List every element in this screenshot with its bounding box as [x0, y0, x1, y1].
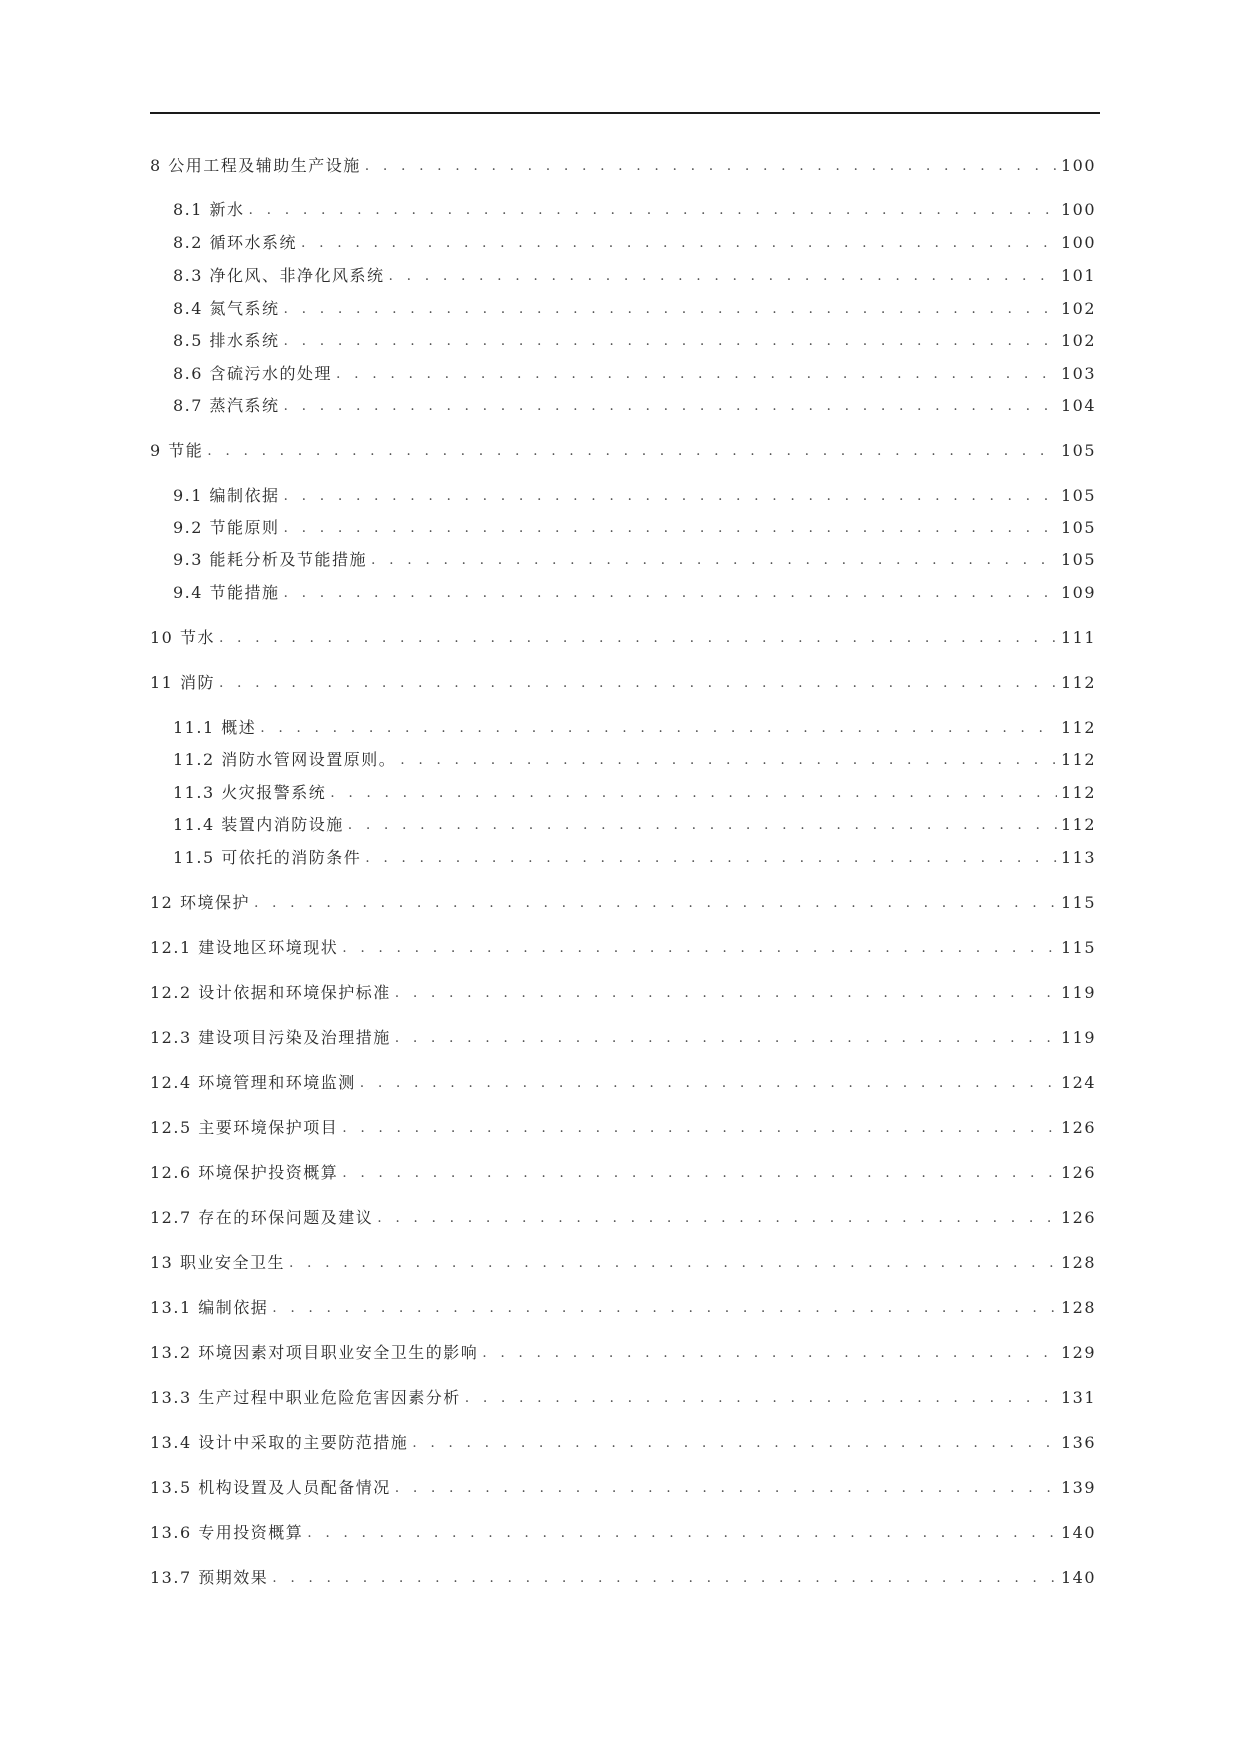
toc-leader-dots	[336, 364, 1057, 384]
toc-entry-title: 13.3 生产过程中职业危险危害因素分析	[150, 1388, 461, 1407]
toc-leader-dots	[412, 1433, 1057, 1453]
toc-entry[interactable]	[173, 482, 1096, 506]
toc-entry-page: 113	[1060, 848, 1096, 867]
toc-leader-dots	[284, 331, 1057, 351]
toc-entry-title: 13 职业安全卫生	[150, 1253, 285, 1272]
toc-entry-title: 13.1 编制依据	[150, 1298, 269, 1317]
toc-entry-page: 101	[1060, 266, 1096, 285]
toc-leader-dots	[207, 441, 1057, 461]
toc-leader-dots	[365, 848, 1057, 868]
toc-entry-page: 102	[1060, 299, 1096, 318]
toc-entry-page: 105	[1060, 441, 1096, 460]
toc-entry-title: 9.2 节能原则	[173, 518, 280, 537]
toc-entry-page: 112	[1060, 815, 1096, 834]
toc-leader-dots	[260, 718, 1057, 738]
toc-leader-dots	[482, 1343, 1057, 1363]
toc-leader-dots	[254, 893, 1057, 913]
toc-entry-title: 8.6 含硫污水的处理	[173, 364, 333, 383]
toc-entry-page: 126	[1060, 1208, 1096, 1227]
toc-entry-title: 9.4 节能措施	[173, 583, 280, 602]
toc-entry[interactable]	[173, 327, 1096, 351]
toc-entry-title: 9.1 编制依据	[173, 486, 280, 505]
toc-entry[interactable]	[150, 669, 1096, 693]
toc-leader-dots	[307, 1523, 1057, 1543]
toc-leader-dots	[284, 486, 1057, 506]
toc-entry-title: 11 消防	[150, 673, 215, 692]
toc-entry[interactable]	[150, 1564, 1096, 1588]
toc-leader-dots	[377, 1208, 1057, 1228]
toc-leader-dots	[395, 1478, 1057, 1498]
toc-entry-title: 12.5 主要环境保护项目	[150, 1118, 339, 1137]
toc-leader-dots	[465, 1388, 1057, 1408]
toc-entry-title: 13.5 机构设置及人员配备情况	[150, 1478, 391, 1497]
toc-entry-title: 11.3 火灾报警系统	[173, 783, 327, 802]
toc-entry-page: 115	[1060, 893, 1096, 912]
toc-entry-page: 112	[1060, 718, 1096, 737]
toc-entry[interactable]	[173, 262, 1096, 286]
toc-entry[interactable]	[150, 1294, 1096, 1318]
toc-entry-title: 9 节能	[150, 441, 204, 460]
toc-entry-page: 102	[1060, 331, 1096, 350]
toc-entry-title: 8.7 蒸汽系统	[173, 396, 280, 415]
toc-entry-title: 13.2 环境因素对项目职业安全卫生的影响	[150, 1343, 479, 1362]
toc-leader-dots	[272, 1568, 1057, 1588]
toc-entry-page: 115	[1060, 938, 1096, 957]
toc-entry[interactable]	[150, 1519, 1096, 1543]
toc-entry-page: 111	[1060, 628, 1096, 647]
toc-entry[interactable]	[173, 295, 1096, 319]
toc-leader-dots	[342, 1118, 1057, 1138]
toc-entry[interactable]	[150, 1114, 1096, 1138]
toc-entry-title: 8.4 氮气系统	[173, 299, 280, 318]
toc-entry-title: 12.2 设计依据和环境保护标准	[150, 983, 391, 1002]
toc-entry-page: 100	[1060, 156, 1096, 175]
toc-entry-title: 8.1 新水	[173, 200, 245, 219]
toc-leader-dots	[360, 1073, 1057, 1093]
toc-entry-page: 140	[1060, 1523, 1096, 1542]
toc-entry-page: 104	[1060, 396, 1096, 415]
toc-entry-page: 126	[1060, 1163, 1096, 1182]
toc-entry[interactable]	[173, 360, 1096, 384]
toc-entry[interactable]	[150, 624, 1096, 648]
toc-entry-title: 11.4 装置内消防设施	[173, 815, 344, 834]
toc-entry-page: 119	[1060, 983, 1096, 1002]
toc-entry-title: 12 环境保护	[150, 893, 250, 912]
toc-leader-dots	[400, 750, 1057, 770]
toc-entry-page: 105	[1060, 550, 1096, 569]
toc-entry-title: 8.5 排水系统	[173, 331, 280, 350]
toc-leader-dots	[365, 156, 1057, 176]
toc-entry-page: 112	[1060, 750, 1096, 769]
toc-entry[interactable]	[173, 196, 1096, 220]
toc-entry[interactable]	[173, 579, 1096, 603]
toc-entry-page: 112	[1060, 783, 1096, 802]
toc-entry[interactable]	[173, 746, 1096, 770]
toc-entry-page: 105	[1060, 486, 1096, 505]
toc-entry-page: 119	[1060, 1028, 1096, 1047]
toc-entry-page: 100	[1060, 200, 1096, 219]
toc-entry-page: 124	[1060, 1073, 1096, 1092]
toc-entry[interactable]	[173, 546, 1096, 570]
toc-entry-title: 13.6 专用投资概算	[150, 1523, 304, 1542]
toc-leader-dots	[330, 783, 1057, 803]
toc-entry-title: 12.4 环境管理和环境监测	[150, 1073, 356, 1092]
toc-entry-title: 13.4 设计中采取的主要防范措施	[150, 1433, 409, 1452]
toc-entry-page: 100	[1060, 233, 1096, 252]
toc-entry[interactable]	[150, 1429, 1096, 1453]
toc-entry-title: 12.1 建设地区环境现状	[150, 938, 339, 957]
toc-entry[interactable]	[150, 1159, 1096, 1183]
toc-entry-title: 8 公用工程及辅助生产设施	[150, 156, 361, 175]
toc-entry-page: 131	[1060, 1388, 1096, 1407]
toc-leader-dots	[284, 518, 1057, 538]
toc-leader-dots	[389, 266, 1057, 286]
toc-leader-dots	[284, 583, 1057, 603]
toc-entry-page: 109	[1060, 583, 1096, 602]
toc-leader-dots	[348, 815, 1057, 835]
toc-entry[interactable]	[173, 392, 1096, 416]
toc-entry-title: 12.3 建设项目污染及治理措施	[150, 1028, 391, 1047]
toc-entry[interactable]	[150, 1249, 1096, 1273]
toc-leader-dots	[219, 628, 1057, 648]
toc-entry[interactable]	[150, 1204, 1096, 1228]
toc-entry[interactable]	[150, 152, 1096, 176]
toc-entry[interactable]	[150, 1339, 1096, 1363]
toc-entry[interactable]	[150, 1024, 1096, 1048]
toc-leader-dots	[272, 1298, 1057, 1318]
toc-entry[interactable]	[150, 979, 1096, 1003]
header-rule	[150, 112, 1100, 114]
toc-entry-title: 12.7 存在的环保问题及建议	[150, 1208, 374, 1227]
toc-leader-dots	[284, 396, 1057, 416]
toc-entry-title: 12.6 环境保护投资概算	[150, 1163, 339, 1182]
toc-entry-page: 105	[1060, 518, 1096, 537]
toc-entry-page: 136	[1060, 1433, 1096, 1452]
toc-entry-page: 103	[1060, 364, 1096, 383]
toc-entry-title: 9.3 能耗分析及节能措施	[173, 550, 368, 569]
toc-entry-title: 8.2 循环水系统	[173, 233, 298, 252]
toc-entry-page: 128	[1060, 1298, 1096, 1317]
toc-leader-dots	[301, 233, 1057, 253]
toc-entry-page: 140	[1060, 1568, 1096, 1587]
toc-entry-title: 11.1 概述	[173, 718, 257, 737]
toc-entry-page: 139	[1060, 1478, 1096, 1497]
toc-entry[interactable]	[173, 714, 1096, 738]
toc-leader-dots	[395, 983, 1057, 1003]
toc-entry-page: 126	[1060, 1118, 1096, 1137]
toc-entry[interactable]	[173, 844, 1096, 868]
toc-entry[interactable]	[150, 1069, 1096, 1093]
toc-leader-dots	[289, 1253, 1057, 1273]
toc-entry[interactable]	[173, 229, 1096, 253]
toc-leader-dots	[395, 1028, 1057, 1048]
toc-entry[interactable]	[173, 811, 1096, 835]
toc-entry-title: 8.3 净化风、非净化风系统	[173, 266, 385, 285]
toc-entry-title: 11.5 可依托的消防条件	[173, 848, 362, 867]
toc-entry[interactable]	[150, 437, 1096, 461]
toc-entry-title: 11.2 消防水管网设置原则。	[173, 750, 397, 769]
toc-entry[interactable]	[150, 1474, 1096, 1498]
toc-leader-dots	[371, 550, 1057, 570]
toc-leader-dots	[249, 200, 1057, 220]
toc-entry[interactable]	[150, 889, 1096, 913]
toc-entry-page: 129	[1060, 1343, 1096, 1362]
toc-entry-title: 10 节水	[150, 628, 215, 647]
toc-entry[interactable]	[150, 934, 1096, 958]
toc-leader-dots	[342, 1163, 1057, 1183]
toc-leader-dots	[219, 673, 1057, 693]
toc-entry[interactable]	[173, 779, 1096, 803]
toc-entry-page: 128	[1060, 1253, 1096, 1272]
toc-entry-page: 112	[1060, 673, 1096, 692]
toc-entry-title: 13.7 预期效果	[150, 1568, 269, 1587]
toc-entry[interactable]	[173, 514, 1096, 538]
toc-leader-dots	[342, 938, 1057, 958]
toc-leader-dots	[284, 299, 1057, 319]
toc-entry[interactable]	[150, 1384, 1096, 1408]
